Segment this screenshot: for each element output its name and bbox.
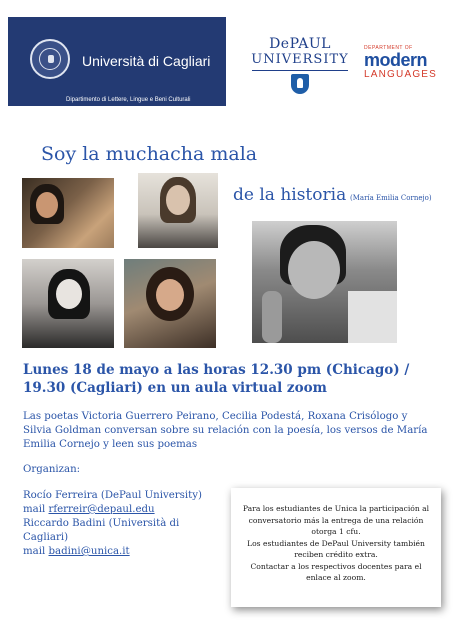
unica-name: Università di Cagliari — [82, 53, 211, 69]
organizer-2-name: Riccardo Badini (Università di Cagliari) — [23, 518, 180, 543]
organizers-list — [23, 489, 223, 559]
poet-photo-3 — [22, 259, 114, 348]
organizer-1-mail-label: mail — [23, 504, 49, 515]
modern-languages-logo — [364, 45, 444, 80]
poet-photo-4 — [124, 259, 216, 348]
modern-languages-middle: modern — [364, 50, 428, 70]
modern-languages-top: DEPARTMENT OF — [364, 45, 413, 51]
maria-emilia-cornejo-photo — [252, 221, 397, 343]
organizer-1-mail — [23, 503, 223, 517]
depaul-logo-line2: UNIVERSITY — [251, 52, 349, 67]
unica-seal-icon — [30, 39, 70, 79]
note-line-2: Los estudiantes de DePaul University también reciben crédito extra. — [247, 538, 425, 559]
depaul-logo — [248, 36, 352, 71]
event-title-author: (María Emilia Cornejo) — [350, 194, 432, 202]
organizer-1-email-link[interactable]: rferreir@depaul.edu — [48, 504, 155, 515]
organizer-2-mail — [23, 545, 223, 559]
organizers-heading: Organizan: — [23, 464, 81, 475]
unica-logo-banner — [8, 17, 226, 106]
event-title-line2: de la historia — [233, 185, 347, 205]
modern-languages-bottom: LANGUAGES — [364, 69, 438, 80]
event-date-time: Lunes 18 de mayo a las horas 12.30 pm (Chicago) / 19.30 (Cagliari) en un aula virtual zoom — [23, 362, 410, 396]
student-credit-note — [231, 488, 441, 607]
event-title-line1: Soy la muchacha mala — [41, 143, 258, 165]
depaul-shield-icon — [291, 74, 309, 94]
organizer-2-mail-label: mail — [23, 546, 49, 557]
unica-department: Dipartimento di Lettere, Lingue e Beni Culturali — [66, 97, 191, 103]
note-line-3: Contactar a los respectivos docentes para el enlace al zoom. — [250, 561, 422, 582]
note-line-1: Para los estudiantes de Unica la participación al conversatorio más la entrega de una relación otorga 1 cfu. — [242, 504, 430, 536]
organizer-1-name: Rocío Ferreira (DePaul University) — [23, 490, 202, 501]
poet-photo-1 — [22, 178, 114, 248]
organizer-2-email-link[interactable]: badini@unica.it — [48, 546, 130, 557]
depaul-logo-line1: DePAUL — [269, 36, 331, 52]
event-description: Las poetas Victoria Guerrero Peirano, Cecilia Podestá, Roxana Crisólogo y Silvia Goldman conversan sobre su relación con la poesía, los versos de María Emilia Cornejo y leen sus poemas — [23, 411, 428, 450]
poet-photo-2 — [138, 173, 218, 248]
